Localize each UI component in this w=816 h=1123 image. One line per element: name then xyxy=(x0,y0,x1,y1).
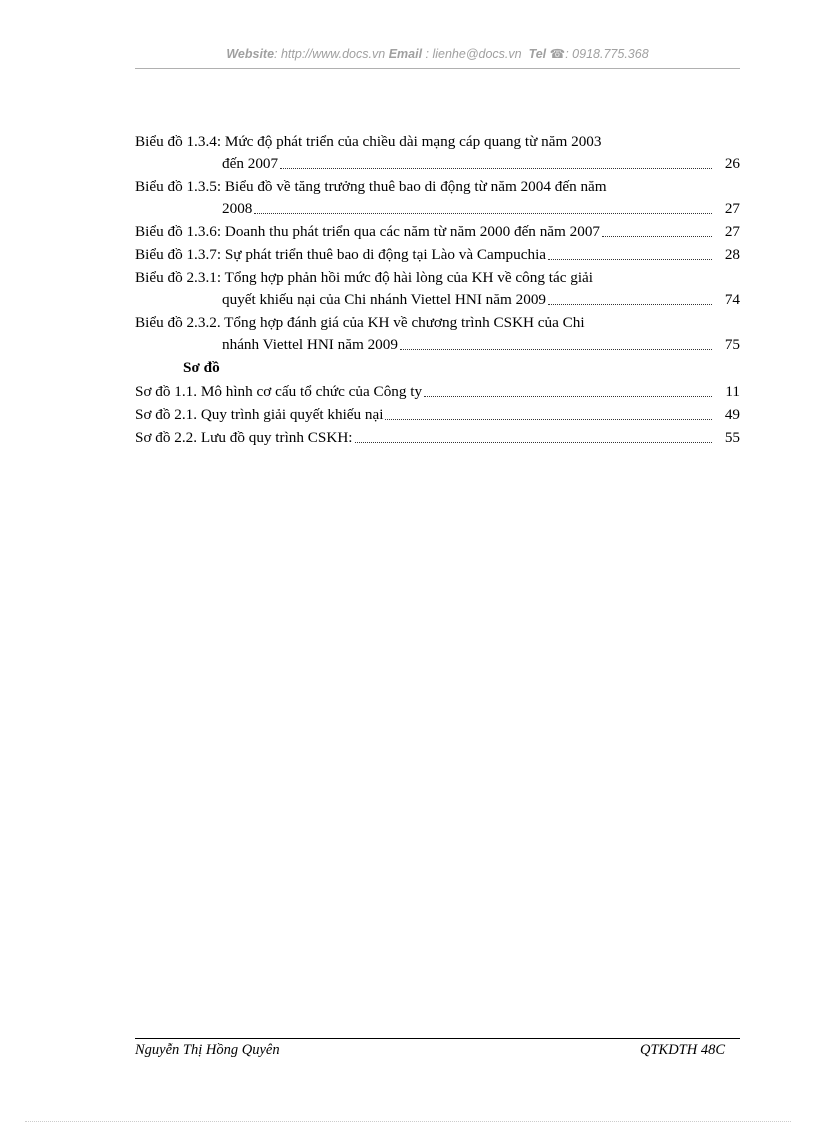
email-value[interactable]: : lienhe@docs.vn xyxy=(425,47,522,61)
dot-leader xyxy=(385,418,712,420)
toc-entry-title-cont: nhánh Viettel HNI năm 2009 xyxy=(222,336,398,353)
toc-entry-title: Biểu đồ 2.3.2. Tổng hợp đánh giá của KH về chương trình CSKH của Chi xyxy=(135,314,585,331)
page-edge xyxy=(25,1121,791,1122)
toc-entry-title: Biểu đồ 2.3.1: Tổng hợp phản hồi mức độ hài lòng của KH về công tác giải xyxy=(135,269,594,286)
toc-entry[interactable] xyxy=(135,221,740,243)
dot-leader xyxy=(548,258,712,260)
footer-rule xyxy=(135,1038,740,1039)
toc-page-number: 75 xyxy=(724,336,740,353)
toc-entry-title: Biểu đồ 1.3.6: Doanh thu phát triển qua các năm từ năm 2000 đến năm 2007 xyxy=(135,223,601,240)
toc-entry[interactable] xyxy=(135,131,740,175)
toc-entry[interactable] xyxy=(135,427,740,449)
header-rule xyxy=(135,68,740,69)
toc-page-number: 55 xyxy=(724,429,740,446)
dot-leader xyxy=(355,441,712,443)
toc-page-number: 27 xyxy=(724,223,740,240)
toc-entry[interactable] xyxy=(135,267,740,311)
toc-entry[interactable] xyxy=(135,381,740,403)
dot-leader xyxy=(602,235,712,237)
toc-entry-title: Biểu đồ 1.3.5: Biểu đồ về tăng trưởng thuê bao di động từ năm 2004 đến năm xyxy=(135,178,607,195)
email-label: Email xyxy=(388,47,423,61)
phone-icon: ☎ xyxy=(549,47,566,61)
toc-page-number: 74 xyxy=(724,291,740,308)
toc-page-number: 11 xyxy=(725,383,740,400)
dot-leader xyxy=(424,395,712,397)
page-header xyxy=(135,46,740,61)
toc-entry-title: Sơ đồ 1.1. Mô hình cơ cấu tổ chức của Công ty xyxy=(135,383,423,400)
website-label: Website xyxy=(226,47,275,61)
toc-page-number: 26 xyxy=(724,155,740,172)
page-footer xyxy=(135,1042,725,1059)
toc-entry-title: Biểu đồ 1.3.7: Sự phát triển thuê bao di động tại Lào và Campuchia xyxy=(135,246,547,263)
table-of-contents xyxy=(135,131,740,450)
toc-page-number: 28 xyxy=(724,246,740,263)
toc-entry[interactable] xyxy=(135,244,740,266)
toc-page-number: 27 xyxy=(724,200,740,217)
toc-entry-title: Sơ đồ 2.2. Lưu đồ quy trình CSKH: xyxy=(135,429,353,446)
tel-label: Tel xyxy=(528,47,547,61)
footer-author: Nguyễn Thị Hồng Quyên xyxy=(135,1042,280,1058)
toc-entry-title: Biểu đồ 1.3.4: Mức độ phát triển của chiều dài mạng cáp quang từ năm 2003 xyxy=(135,133,602,150)
toc-entry-title-cont: đến 2007 xyxy=(222,155,279,172)
tel-value: : 0918.775.368 xyxy=(565,47,649,61)
dot-leader xyxy=(254,212,712,214)
dot-leader xyxy=(280,167,712,169)
footer-class-code: QTKDTH 48C xyxy=(639,1042,725,1058)
toc-entry[interactable] xyxy=(135,404,740,426)
toc-page-number: 49 xyxy=(724,406,740,423)
section-heading-diagrams: Sơ đồ xyxy=(183,359,220,376)
toc-entry-title-cont: 2008 xyxy=(222,200,253,217)
toc-entry[interactable] xyxy=(135,312,740,356)
toc-entry-title: Sơ đồ 2.1. Quy trình giải quyết khiếu nại xyxy=(135,406,384,423)
dot-leader xyxy=(400,348,712,350)
toc-entry-title-cont: quyết khiếu nại của Chi nhánh Viettel HNI năm 2009 xyxy=(222,291,547,308)
toc-entry[interactable] xyxy=(135,176,740,220)
website-value[interactable]: : http://www.docs.vn xyxy=(274,47,386,61)
dot-leader xyxy=(548,303,712,305)
